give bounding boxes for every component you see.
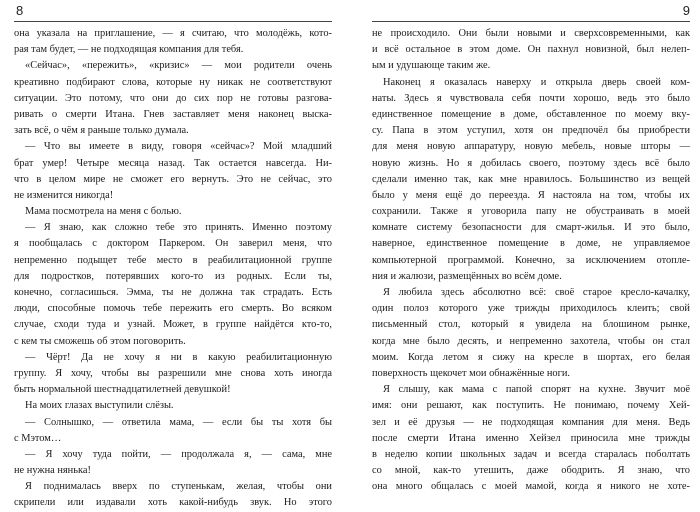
text-line: скрипели или издавали хоть какой-нибудь звук. Но этого bbox=[14, 497, 332, 509]
text-line: с кем ты сможешь об этом поговорить. bbox=[14, 335, 186, 347]
text-line: Мама посмотрела на меня с болью. bbox=[25, 206, 182, 218]
text-line: с Мэтом… bbox=[14, 432, 62, 444]
text-line: она много общалась с моей мамой, когда я никого не хоте- bbox=[372, 481, 690, 493]
text-line: группу. Я хочу, чтобы вы разрешили мне снова хоть иногда bbox=[14, 367, 332, 379]
text-line: было у меня ещё до переезда. Я настояла на том, чтобы их bbox=[372, 189, 690, 201]
header-rule bbox=[372, 21, 690, 22]
text-line: единственное помещение в доме, обставленное по моему вку- bbox=[372, 108, 690, 120]
text-line: имя: они решают, как поступить. Не понимаю, почему Хей- bbox=[372, 400, 690, 412]
text-line: рая там будет, — не подходящая компания для тебя. bbox=[14, 44, 244, 56]
text-line: сделали именно так, как мне нравилось. Большинство из вещей bbox=[372, 173, 690, 185]
text-line: случае, сходи туда и узнай. Может, в группе найдётся кто-то, bbox=[14, 319, 332, 331]
text-line: Я слышу, как мама с папой спорят на кухне. Звучит моё bbox=[383, 384, 690, 396]
text-line: — Солнышко, — ответила мама, — если бы ты хотя бы bbox=[25, 416, 332, 428]
text-line: со мной, как-то утешить, даже ободрить. Я знаю, что bbox=[372, 465, 690, 477]
text-line: Я любила здесь абсолютно всё: своё старое кресло-качалку, bbox=[383, 287, 690, 298]
text-line: — Я знаю, как сложно тебе это принять. Именно поэтому bbox=[25, 222, 332, 234]
text-line: я пообщалась с доктором Паркером. Он заверил меня, что bbox=[14, 238, 332, 250]
text-line: брат умер! Четыре месяца назад. Так остается навсегда. Ни- bbox=[14, 157, 332, 169]
text-line: су. Папа в этом уступил, хотя он предпочёл бы приобрести bbox=[372, 125, 690, 137]
text-line: быть нормальной шестнадцатилетней девушкой! bbox=[14, 384, 231, 396]
text-line: сохранили. Также я уговорила папу не обустраивать в моей bbox=[372, 206, 690, 218]
text-line: наверное, единственное помещение в доме, не управляемое bbox=[372, 238, 690, 250]
text-line: поверхность щекочет мои обнажённые ноги. bbox=[372, 367, 571, 379]
text-line: люди, способные помочь тебе пережить его смерть. Во всяком bbox=[14, 303, 332, 315]
text-line: конечно, согласишься. Эмма, ты не должна так страдать. Есть bbox=[14, 287, 332, 298]
text-line: непременно подыщет тебе место в реабилитационной группе bbox=[14, 254, 332, 266]
text-line: — Я хочу туда пойти, — продолжала я, — сама, мне bbox=[25, 448, 332, 460]
page-number: 9 bbox=[682, 3, 690, 18]
text-line: зать всё, о чём я раньше только думала. bbox=[14, 125, 189, 137]
left-page-text bbox=[14, 26, 332, 512]
text-line: Я поднималась вверх по ступенькам, желая, чтобы они bbox=[25, 481, 332, 493]
page-number: 8 bbox=[16, 3, 24, 18]
text-line: На моих глазах выступили слёзы. bbox=[25, 400, 174, 412]
text-line: когда мне было десять, и непременно захотела, чтобы он стал bbox=[372, 335, 690, 347]
left-page-header bbox=[14, 0, 332, 22]
right-page bbox=[372, 0, 690, 493]
text-line: и всё остальное в этом доме. Он пахнул новизной, был нелеп- bbox=[372, 44, 690, 56]
left-page bbox=[14, 0, 332, 509]
text-line: компьютерной программой. Конечно, за исключением отопле- bbox=[372, 254, 690, 266]
text-line: ситуации. Это потому, что они до сих пор не готовы разгова- bbox=[14, 92, 332, 104]
text-line: креативно подбирают слова, которые ну никак не соответствуют bbox=[14, 76, 332, 88]
text-line: наты. Здесь я чувствовала себя почти хорошо, ведь это было bbox=[372, 92, 690, 104]
text-line: — Что вы имеете в виду, говоря «сейчас»? Мой младший bbox=[25, 141, 332, 153]
text-line: ривать о смерти Итана. Гнев заставляет меня наконец выска- bbox=[14, 108, 332, 120]
text-line: «Сейчас», «пережить», «кризис» — мои родители очень bbox=[25, 60, 332, 72]
text-line: для меня новую аппаратуру, новую мебель, новые шторы — bbox=[372, 141, 690, 153]
right-page-header bbox=[372, 0, 690, 22]
text-line: для подростков, потерявших кого-то из родных. Если ты, bbox=[14, 270, 332, 282]
text-line: в неделю копии школьных задач и всегда старалась поболтать bbox=[372, 448, 690, 460]
text-line: новую жизнь. Но я добилась своего, поэтому здесь всё было bbox=[372, 157, 690, 169]
text-line: не происходило. Они были новыми и сверхсовременными, как bbox=[372, 28, 690, 39]
right-page-text bbox=[372, 26, 690, 495]
text-line: Наконец я оказалась наверху и открыла дверь своей ком- bbox=[383, 76, 690, 88]
text-line: комнате систему безопасности для смарт-жилья. И это было, bbox=[372, 222, 690, 234]
text-line: она указала на приглашение, — я считаю, что молодёжь, кото- bbox=[14, 28, 332, 39]
text-line: письменный стол, который я увидела на блошином рынке, bbox=[372, 319, 690, 331]
text-line: что в целом мире не сможет его вернуть. Это не сейчас, это bbox=[14, 173, 332, 185]
text-line: после смерти Итана именно Хейзел приносила мне трижды bbox=[372, 432, 690, 444]
text-line: — Чёрт! Да не хочу я ни в какую реабилитационную bbox=[25, 351, 332, 363]
text-line: моим. Когда летом я сижу на кресле в шортах, его белая bbox=[372, 351, 690, 363]
text-line: зел и её друзья — не подходящая компания для меня. Ведь bbox=[372, 416, 690, 428]
header-rule bbox=[14, 21, 332, 22]
text-line: не нужна нянька! bbox=[14, 465, 91, 477]
text-line: ым и удушающе таким же. bbox=[372, 60, 491, 72]
text-line: один полоз которого уже трижды приходилось клеить; свой bbox=[372, 303, 690, 315]
text-line: не изменится никогда! bbox=[14, 189, 114, 201]
text-line: ния и жалюзи, размещённых во всём доме. bbox=[372, 270, 562, 282]
